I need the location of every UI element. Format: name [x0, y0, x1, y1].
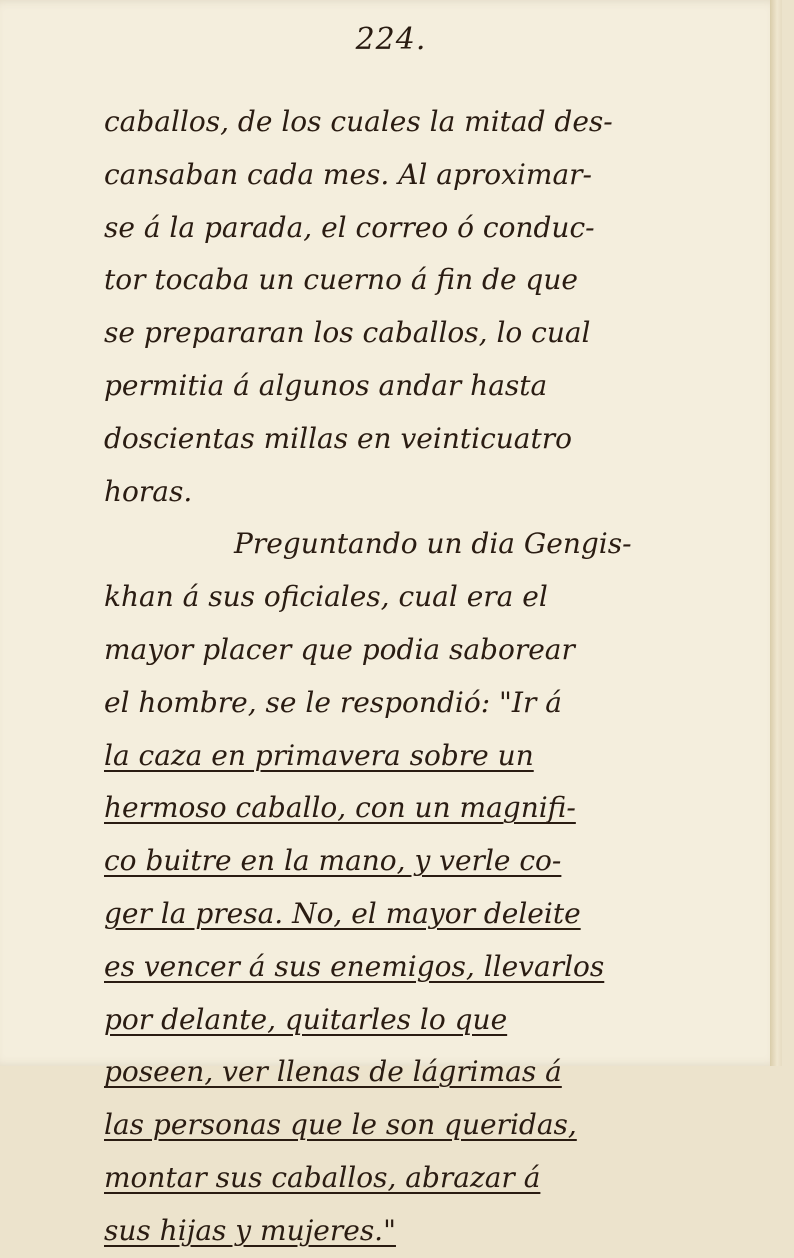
page-number: 224.: [355, 22, 427, 57]
text-line-5: se prepararan los caballos, lo cual: [104, 316, 591, 350]
text-line-4: tor tocaba un cuerno á fin de que: [104, 263, 578, 297]
text-line-2: cansaban cada mes. Al aproximar-: [104, 157, 592, 191]
text-line-15: co buitre en la mano, y verle co-: [104, 844, 562, 878]
page-edge: [770, 0, 782, 1066]
text-line-6: permitia á algunos andar hasta: [104, 368, 548, 402]
text-line-8: horas.: [104, 474, 193, 508]
text-line-20: las personas que le son queridas,: [104, 1108, 577, 1142]
text-line-11: mayor placer que podia saborear: [104, 632, 575, 666]
text-line-16: ger la presa. No, el mayor deleite: [104, 896, 581, 930]
text-line-13: la caza en primavera sobre un: [104, 738, 534, 772]
text-line-1: caballos, de los cuales la mitad des-: [104, 105, 613, 138]
text-line-12: el hombre, se le respondió: "Ir á: [104, 685, 562, 719]
text-line-21: montar sus caballos, abrazar á: [104, 1160, 541, 1194]
text-line-19: poseen, ver llenas de lágrimas á: [104, 1055, 562, 1089]
text-line-7: doscientas millas en veinticuatro: [104, 421, 572, 455]
text-line-9: Preguntando un dia Gengis-: [234, 527, 632, 561]
text-line-17: es vencer á sus enemigos, llevarlos: [104, 949, 605, 983]
text-line-14: hermoso caballo, con un magnifi-: [104, 791, 576, 825]
text-line-22: sus hijas y mujeres.": [104, 1213, 396, 1247]
handwritten-text-block: [104, 96, 704, 1258]
text-line-3: se á la parada, el correo ó conduc-: [104, 210, 595, 244]
text-line-18: por delante, quitarles lo que: [104, 1002, 508, 1036]
text-line-10: khan á sus oficiales, cual era el: [104, 580, 548, 614]
